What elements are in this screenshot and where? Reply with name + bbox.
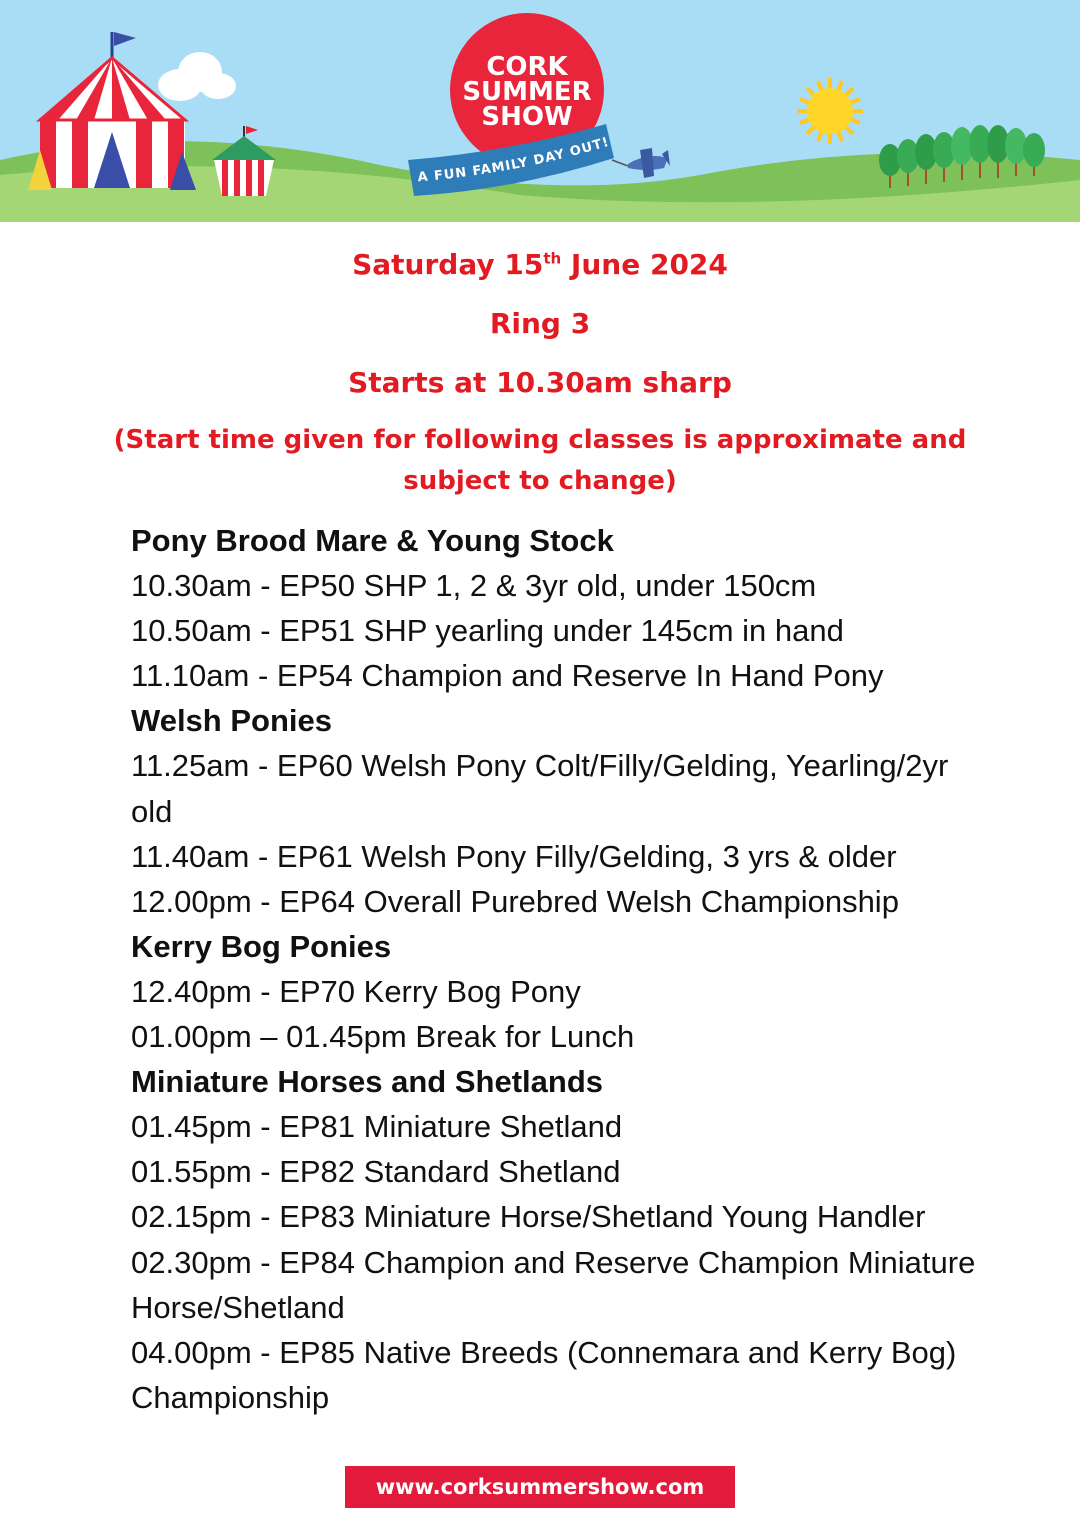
schedule-entry: 12.40pm - EP70 Kerry Bog Pony	[131, 973, 581, 1009]
schedule-entry: 04.00pm - EP85 Native Breeds (Connemara and Kerry Bog) Championship	[131, 1334, 957, 1415]
section-title: Kerry Bog Ponies	[131, 928, 392, 964]
schedule-entry: 01.00pm – 01.45pm Break for Lunch	[131, 1019, 635, 1055]
svg-text:A FUN FAMILY DAY OUT!: A FUN FAMILY DAY OUT!	[417, 134, 612, 186]
header-banner	[0, 0, 1080, 222]
schedule-entry: 10.30am - EP50 SHP 1, 2 & 3yr old, under 150cm	[131, 568, 817, 604]
section-title: Welsh Ponies	[131, 703, 332, 739]
schedule-entry: 11.10am - EP54 Champion and Reserve In Hand Pony	[131, 658, 884, 694]
svg-text:SHOW: SHOW	[481, 102, 573, 132]
schedule-entry: 10.50am - EP51 SHP yearling under 145cm in hand	[131, 613, 844, 649]
schedule-entry: 02.30pm - EP84 Champion and Reserve Champion Miniature Horse/Shetland	[131, 1244, 976, 1325]
event-date: Saturday 15th June 2024	[352, 248, 728, 281]
svg-text:SUMMER: SUMMER	[462, 77, 592, 107]
class-schedule	[131, 518, 991, 1420]
start-time: Starts at 10.30am sharp	[348, 366, 732, 399]
event-header	[0, 248, 1080, 502]
schedule-entry: 12.00pm - EP64 Overall Purebred Welsh Championship	[131, 883, 899, 919]
schedule-entry: 01.55pm - EP82 Standard Shetland	[131, 1154, 621, 1190]
schedule-entry: 02.15pm - EP83 Miniature Horse/Shetland Young Handler	[131, 1199, 926, 1235]
schedule-entry: 11.40am - EP61 Welsh Pony Filly/Gelding, 3 yrs & older	[131, 838, 897, 874]
ring-name: Ring 3	[489, 307, 591, 340]
start-time-note: (Start time given for following classes is approximate and subject to change)	[113, 425, 967, 496]
website-link[interactable]: www.corksummershow.com	[345, 1466, 735, 1508]
section-title: Pony Brood Mare & Young Stock	[131, 523, 614, 558]
section-title: Miniature Horses and Shetlands	[131, 1064, 603, 1100]
svg-text:CORK: CORK	[486, 52, 568, 82]
schedule-entry: 11.25am - EP60 Welsh Pony Colt/Filly/Gelding, Yearling/2yr old	[131, 748, 949, 829]
schedule-entry: 01.45pm - EP81 Miniature Shetland	[131, 1109, 623, 1145]
